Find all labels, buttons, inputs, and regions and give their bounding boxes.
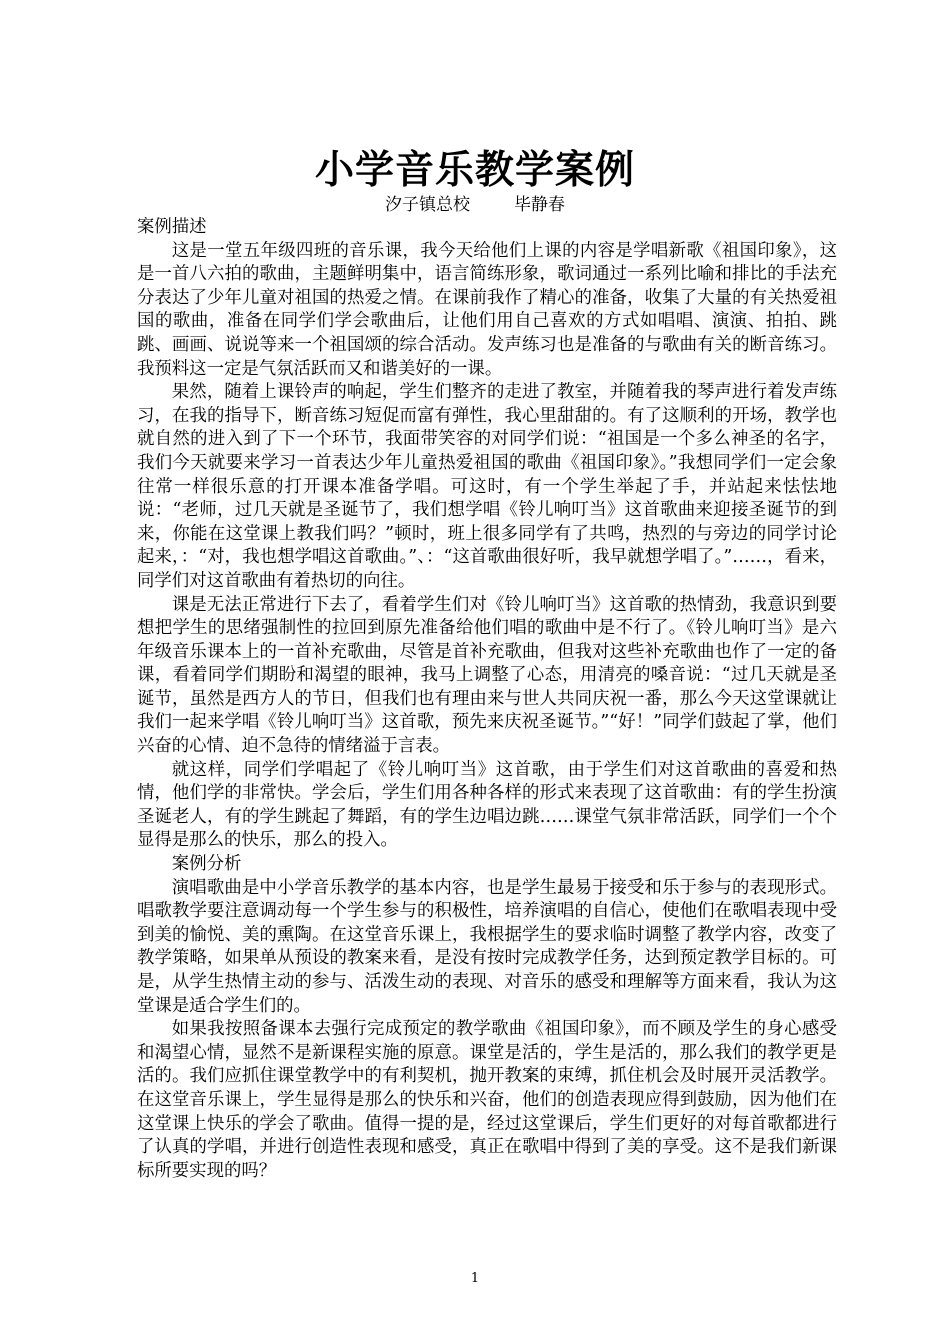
paragraph: 这是一堂五年级四班的音乐课，我今天给他们上课的内容是学唱新歌《祖国印象》，这是一首八六拍的歌曲，主题鲜明集中，语言简练形象，歌词通过一系列比喻和排比的手法充分表达了少年儿童对祖国的热爱之情。在课前我作了精心的准备，收集了大量的有关热爱祖国的歌曲，准备在同学们学会歌曲后，让他们用自己喜欢的方式如唱唱、演演、拍拍、跳跳、画画、说说等来一个祖国颂的综合活动。发声练习也是准备的与歌曲有关的断音练习。我预料这一定是气氛活跃而又和谐美好的一课。: [137, 240, 837, 379]
author-school: 汐子镇总校: [385, 195, 470, 215]
document-body: [137, 216, 837, 1183]
paragraph: 课是无法正常进行下去了，看着学生们对《铃儿响叮当》这首歌的热情劲，我意识到要想把学生的思绪强制性的拉回到原先准备给他们唱的歌曲中是不行了。《铃儿响叮当》是六年级音乐课本上的一首补充歌曲，尽管是首补充歌曲，但我对这些补充歌曲也作了一定的备课，看着同学们期盼和渴望的眼神，我马上调整了心态，用清亮的嗓音说：“过几天就是圣诞节，虽然是西方人的节日，但我们也有理由来与世人共同庆祝一番，那么今天这堂课就让我们一起来学唱《铃儿响叮当》这首歌，预先来庆祝圣诞节。”“好！”同学们鼓起了掌，他们兴奋的心情、迫不急待的情绪溢于言表。: [137, 594, 837, 757]
author-name: 毕静春: [514, 195, 565, 215]
paragraph: 演唱歌曲是中小学音乐教学的基本内容，也是学生最易于接受和乐于参与的表现形式。唱歌教学要注意调动每一个学生参与的积极性，培养演唱的自信心，使他们在歌唱表现中受到美的愉悦、美的熏陶。在这堂音乐课上，我根据学生的要求临时调整了教学内容，改变了教学策略，如果单从预设的教案来看，是没有按时完成教学任务，达到预定教学目标的。可是，从学生热情主动的参与、活泼生动的表现、对音乐的感受和理解等方面来看，我认为这堂课是适合学生们的。: [137, 877, 837, 1016]
paragraph: 果然，随着上课铃声的响起，学生们整齐的走进了教室，并随着我的琴声进行着发声练习，在我的指导下，断音练习短促而富有弹性，我心里甜甜的。有了这顺利的开场，教学也就自然的进入到了下一个环节，我面带笑容的对同学们说：“祖国是一个多么神圣的名字，我们今天就要来学习一首表达少年儿童热爱祖国的歌曲《祖国印象》。”我想同学们一定会象往常一样很乐意的打开课本准备学唱。可这时，有一个学生举起了手，并站起来怯怯地说：“老师，过几天就是圣诞节了，我们想学唱《铃儿响叮当》这首歌曲来迎接圣诞节的到来，你能在这堂课上教我们吗？”顿时，班上很多同学有了共鸣，热烈的与旁边的同学讨论起来，：“对，我也想学唱这首歌曲。”、：“这首歌曲很好听，我早就想学唱了。”……，看来，同学们对这首歌曲有着热切的向往。: [137, 382, 837, 591]
author-line: [0, 194, 950, 216]
paragraph: 如果我按照备课本去强行完成预定的教学歌曲《祖国印象》，而不顾及学生的身心感受和渴望心情，显然不是新课程实施的原意。课堂是活的，学生是活的，那么我们的教学更是活的。我们应抓住课堂教学中的有利契机，抛开教案的束缚，抓住机会及时展开灵活教学。在这堂音乐课上，学生显得是那么的快乐和兴奋，他们的创造表现应得到鼓励，因为他们在这堂课上快乐的学会了歌曲。值得一提的是，经过这堂课后，学生们更好的对每首歌都进行了认真的学唱，并进行创造性表现和感受，真正在歌唱中得到了美的享受。这不是我们新课标所要实现的吗？: [137, 1019, 837, 1181]
section-heading-analysis: 案例分析: [171, 854, 242, 875]
page-number: 1: [470, 1271, 480, 1286]
document-title: 小学音乐教学案例: [314, 147, 635, 193]
section-heading-description: 案例描述: [137, 217, 207, 237]
paragraph: 就这样，同学们学唱起了《铃儿响叮当》这首歌，由于学生们对这首歌曲的喜爱和热情，他们学的非常快。学会后，学生们用各种各样的形式来表现了这首歌曲：有的学生扮演圣诞老人，有的学生跳起了舞蹈，有的学生边唱边跳……课堂气氛非常活跃，同学们一个个显得是那么的快乐，那么的投入。: [137, 759, 837, 851]
